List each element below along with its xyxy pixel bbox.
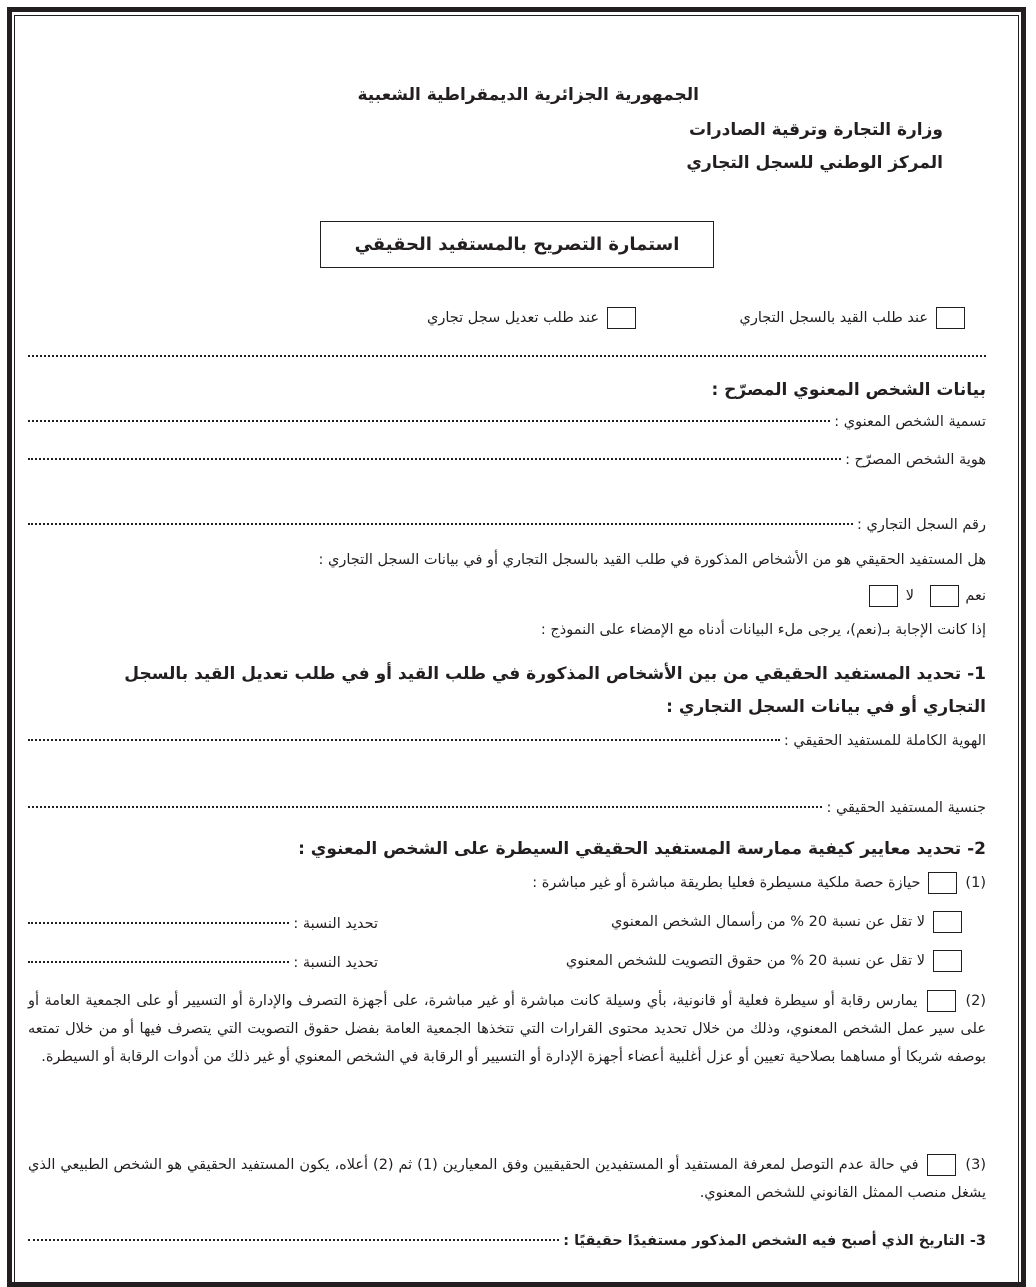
option-modification[interactable] (427, 307, 636, 329)
section3-title: 3- التاريخ الذي أصبح فيه الشخص المذكور مستفيدًا حقيقيًا : (563, 1233, 986, 1249)
register-number-label: رقم السجل التجاري : (857, 517, 986, 533)
checkbox-sub-voting[interactable] (933, 950, 962, 972)
criterion2-text: يمارس رقابة أو سيطرة فعلية أو قانونية، بأي وسيلة كانت مباشرة أو غير مباشرة، على أجهزة التصرف والإدارة أو التسيير أو على الجمعية العامة أو على سير عمل الشخص المعنوي، وذلك من خلال تحديد محتوى القرارات التي تتخذها الجمعية العامة بفضل حقوق التصويت التي يتصرف فيها أو من خلال تمتعه بوصفه شريكا أو مساهما بصلاحية تعيين أو عزل أغلبية أعضاء أجهزة الإدارة أو التسيير أو الرقابة في الشخص المعنوي أو غير ذلك من أدوات الرقابة أو السيطرة. (28, 993, 986, 1065)
criterion1[interactable] (532, 872, 986, 894)
checkbox-criterion1[interactable] (928, 872, 957, 894)
capital-percentage-field[interactable] (28, 916, 378, 932)
option-modification-label: عند طلب تعديل سجل تجاري (427, 310, 599, 326)
checkbox-registration[interactable] (936, 307, 965, 329)
capital-percentage-label: تحديد النسبة : (293, 916, 378, 932)
sub-voting-option[interactable] (566, 950, 962, 972)
center-heading: المركز الوطني للسجل التجاري (686, 153, 943, 173)
voting-percentage-dots[interactable] (28, 961, 289, 963)
checkbox-criterion2[interactable] (927, 990, 956, 1012)
option-registration-label: عند طلب القيد بالسجل التجاري (739, 310, 928, 326)
nationality-label: جنسية المستفيد الحقيقي : (826, 800, 986, 816)
entity-name-label: تسمية الشخص المعنوي : (834, 414, 986, 430)
option-registration[interactable] (739, 307, 965, 329)
sub-capital-option[interactable] (611, 911, 962, 933)
nationality-dots[interactable] (28, 806, 822, 808)
instruction-text: إذا كانت الإجابة بـ(نعم)، يرجى ملء البيانات أدناه مع الإمضاء على النموذج : (540, 622, 986, 638)
inner-border (14, 15, 1019, 1285)
yes-label: نعم (965, 588, 986, 604)
no-option[interactable] (869, 585, 914, 607)
checkbox-sub-capital[interactable] (933, 911, 962, 933)
entity-section-title: بيانات الشخص المعنوي المصرّح : (711, 380, 986, 400)
full-identity-field[interactable] (28, 733, 986, 749)
criterion2-number: (2) (965, 993, 987, 1009)
declarant-identity-field[interactable] (28, 452, 986, 468)
declarant-identity-dots[interactable] (28, 458, 841, 460)
section1-title-line2: التجاري أو في بيانات السجل التجاري : (666, 697, 986, 717)
form-title: استمارة التصريح بالمستفيد الحقيقي (320, 221, 714, 268)
section1-title-line1: 1- تحديد المستفيد الحقيقي من بين الأشخاص المذكورة في طلب القيد أو في طلب تعديل القيد بالسجل (124, 664, 986, 684)
voting-percentage-field[interactable] (28, 955, 378, 971)
section3-dots[interactable] (28, 1239, 559, 1241)
separator-dots (28, 355, 986, 357)
section3-field[interactable] (28, 1233, 986, 1249)
criterion2[interactable] (28, 987, 986, 1071)
no-label: لا (905, 588, 914, 604)
yes-option[interactable] (930, 585, 986, 607)
checkbox-modification[interactable] (607, 307, 636, 329)
sub-capital-label: لا تقل عن نسبة 20 % من رأسمال الشخص المعنوي (610, 914, 925, 930)
criterion1-text: حيازة حصة ملكية مسيطرة فعليا بطريقة مباشرة أو غير مباشرة : (532, 875, 921, 891)
criterion3[interactable] (28, 1151, 986, 1207)
capital-percentage-dots[interactable] (28, 922, 289, 924)
checkbox-yes[interactable] (930, 585, 959, 607)
sub-voting-label: لا تقل عن نسبة 20 % من حقوق التصويت للشخص المعنوي (565, 953, 925, 969)
full-identity-label: الهوية الكاملة للمستفيد الحقيقي : (783, 733, 986, 749)
section2-title: 2- تحديد معايير كيفية ممارسة المستفيد الحقيقي السيطرة على الشخص المعنوي : (298, 839, 986, 859)
entity-name-dots[interactable] (28, 420, 830, 422)
republic-heading: الجمهورية الجزائرية الديمقراطية الشعبية (357, 85, 699, 105)
criterion3-number: (3) (965, 1157, 986, 1173)
register-number-field[interactable] (28, 517, 986, 533)
criterion3-text: في حالة عدم التوصل لمعرفة المستفيد أو المستفيدين الحقيقيين وفق المعيارين (1) ثم (2) أعلاه، يكون المستفيد الحقيقي هو الشخص الطبيعي الذي يشغل منصب الممثل القانوني للشخص المعنوي. (28, 1157, 986, 1201)
full-identity-dots[interactable] (28, 739, 780, 741)
criterion1-number: (1) (965, 875, 986, 891)
register-number-dots[interactable] (28, 523, 853, 525)
nationality-field[interactable] (28, 800, 986, 816)
voting-percentage-label: تحديد النسبة : (293, 955, 378, 971)
checkbox-no[interactable] (869, 585, 898, 607)
entity-name-field[interactable] (28, 414, 986, 430)
checkbox-criterion3[interactable] (927, 1154, 956, 1176)
beneficiary-question: هل المستفيد الحقيقي هو من الأشخاص المذكورة في طلب القيد بالسجل التجاري أو في بيانات السجل التجاري : (318, 552, 986, 568)
ministry-heading: وزارة التجارة وترقية الصادرات (688, 120, 943, 140)
declarant-identity-label: هوية الشخص المصرّح : (845, 452, 986, 468)
